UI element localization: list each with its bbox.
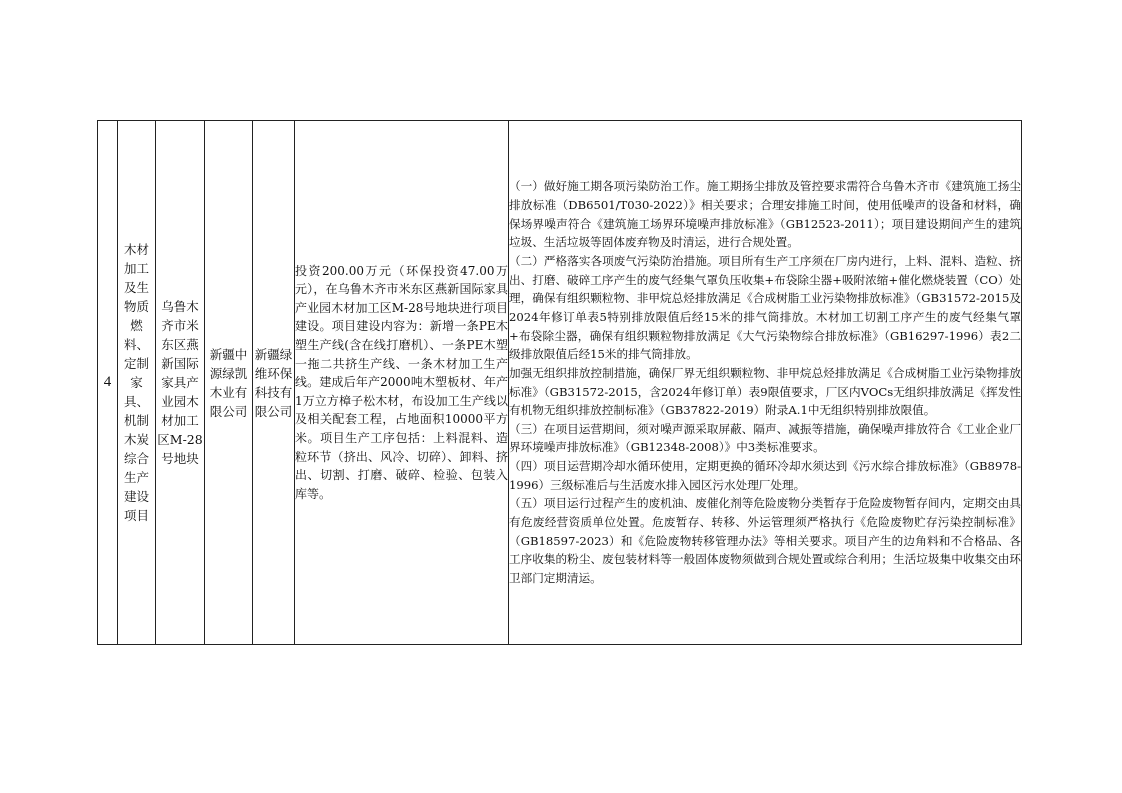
construction-company: 新疆中源绿凯木业有限公司 xyxy=(205,121,253,645)
eia-unit: 新疆绿维环保科技有限公司 xyxy=(253,121,295,645)
project-name: 木材加工及生物质燃料、定制家具、机制木炭综合生产建设项目 xyxy=(118,121,156,645)
requirement-paragraph: 加强无组织排放控制措施，确保厂界无组织颗粒物、非甲烷总烃排放满足《合成树脂工业污染物排放标准》（GB31572-2015，含2024年修订单）表9限值要求，厂区内VOCs无组织排放满足《挥发性有机物无组织排放控制标准》（GB37822-2019）附录A.1中无组织特别排放限值。 xyxy=(509,365,1021,418)
requirement-paragraph: （五）项目运行过程产生的废机油、废催化剂等危险废物分类暂存于危险废物暂存间内，定期交由具有危废经营资质单位处置。危废暂存、转移、外运管理须严格执行《危险废物贮存污染控制标准》（GB18597-2023）和《危险废物转移管理办法》等相关要求。项目产生的边角料和不合格品、各工序收集的粉尘、废包装材料等一般固体废物须做到合规处置或综合利用；生活垃圾集中收集交由环卫部门定期清运。 xyxy=(509,496,1021,586)
project-content: 投资200.00万元（环保投资47.00万元），在乌鲁木齐市米东区燕新国际家具产业园木材加工区M-28号地块进行项目建设。项目建设内容为：新增一条PE木塑生产线(含在线打磨机）、一条PE木塑一拖二共挤生产线、一条木材加工生产线。建成后年产2000吨木塑板材、年产1万立方樟子松木材，布设加工生产线以及相关配套工程，占地面积10000平方米。项目生产工序包括：上料混料、造粒环节（挤出、风冷、切碎）、卸料、挤出、切割、打磨、破碎、检验、包装入库等。 xyxy=(295,121,509,645)
approval-table xyxy=(97,120,1022,645)
requirement-paragraph: （三）在项目运营期间，须对噪声源采取屏蔽、隔声、减振等措施，确保噪声排放符合《工业企业厂界环境噪声排放标准》（GB12348-2008）》中3类标准要求。 xyxy=(509,421,1021,455)
approval-requirements xyxy=(509,121,1022,645)
project-location: 乌鲁木齐市米东区燕新国际家具产业园木材加工区M-28号地块 xyxy=(156,121,205,645)
table-row xyxy=(98,121,1022,645)
requirement-paragraph: （二）严格落实各项废气污染防治措施。项目所有生产工序须在厂房内进行，上料、混料、造粒、挤出、打磨、破碎工序产生的废气经集气罩负压收集+布袋除尘器+吸附浓缩+催化燃烧装置（CO）处理，确保有组织颗粒物、非甲烷总烃排放满足《合成树脂工业污染物排放标准》（GB31572-2015及2024年修订单表5特别排放限值后经15米的排气筒排放。木材加工切割工序产生的废气经集气罩+布袋除尘器，确保有组织颗粒物排放满足《大气污染物综合排放标准》（GB16297-1996）表2二级排放限值后经15米的排气筒排放。 xyxy=(509,253,1021,362)
requirement-paragraph: （一）做好施工期各项污染防治工作。施工期扬尘排放及管控要求需符合乌鲁木齐市《建筑施工扬尘排放标准（DB6501/T030-2022）》相关要求；合理安排施工时间，使用低噪声的设备和材料，确保场界噪声符合《建筑施工场界环境噪声排放标准》（GB12523-2011）；项目建设期间产生的建筑垃圾、生活垃圾等固体废弃物及时清运，进行合规处置。 xyxy=(509,179,1021,250)
requirement-paragraph: （四）项目运营期冷却水循环使用，定期更换的循环冷却水须达到《污水综合排放标准》（GB8978-1996）三级标准后与生活废水排入园区污水处理厂处理。 xyxy=(509,459,1021,492)
row-number: 4 xyxy=(98,121,118,645)
